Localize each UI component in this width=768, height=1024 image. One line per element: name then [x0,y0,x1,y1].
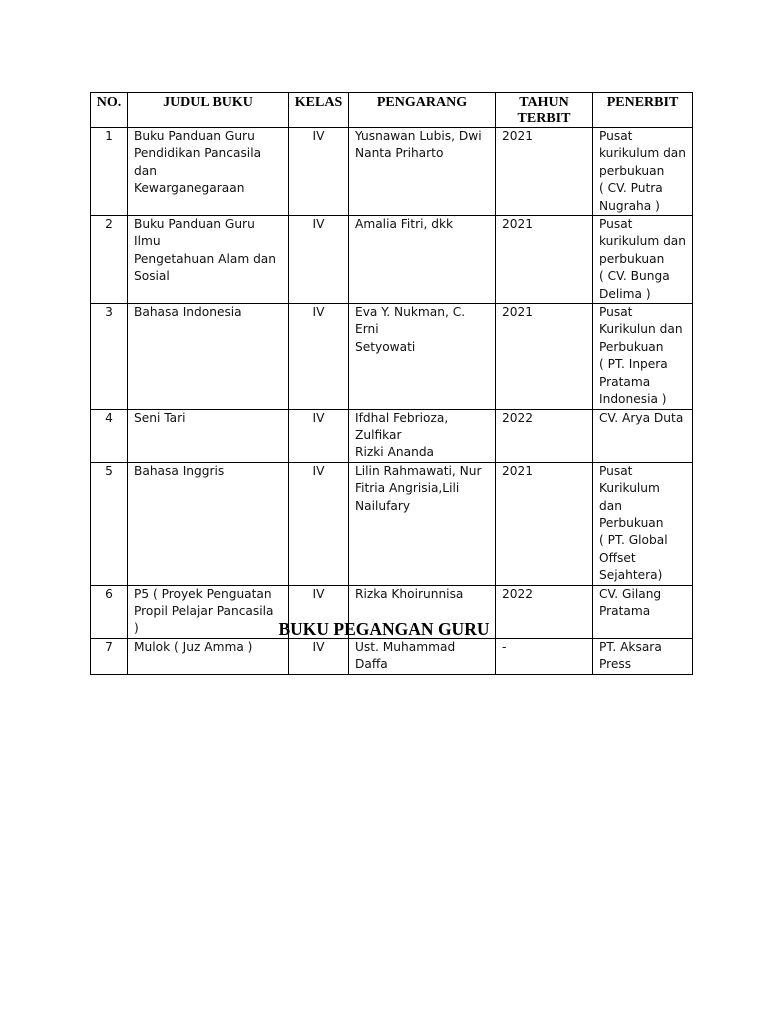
table-row [91,638,693,674]
cell-kelas: IV [289,462,349,585]
cell-judul-buku: P5 ( Proyek Penguatan Propil Pelajar Pancasila ) [128,585,289,638]
book-table [90,92,693,675]
table-row [91,128,693,216]
table-caption: BUKU PEGANGAN GURU [278,619,490,639]
cell-pengarang: Ust. Muhammad Daffa [349,638,496,674]
cell-kelas: IV [289,128,349,216]
cell-penerbit: CV. Gilang Pratama [593,585,693,638]
cell-pengarang: Yusnawan Lubis, Dwi Nanta Priharto [349,128,496,216]
cell-penerbit: Pusat kurikulum dan perbukuan ( CV. Bunga Delima ) [593,216,693,304]
cell-judul-buku: Buku Panduan Guru Pendidikan Pancasila dan Kewarganegaraan [128,128,289,216]
cell-no: 3 [91,304,128,409]
cell-pengarang: Rizka Khoirunnisa [349,585,496,638]
cell-kelas: IV [289,304,349,409]
cell-penerbit: Pusat Kurikulum dan Perbukuan ( PT. Global Offset Sejahtera) [593,462,693,585]
cell-judul-buku: Bahasa Inggris [128,462,289,585]
header-no: NO. [91,93,128,128]
cell-tahun-terbit: 2021 [496,216,593,304]
header-tahun-terbit: TAHUN TERBIT [496,93,593,128]
header-pengarang: PENGARANG [349,93,496,128]
header-penerbit: PENERBIT [593,93,693,128]
header-judul-buku: JUDUL BUKU [128,93,289,128]
cell-judul-buku: Bahasa Indonesia [128,304,289,409]
cell-no: 4 [91,409,128,462]
cell-pengarang: Amalia Fitri, dkk [349,216,496,304]
cell-penerbit: PT. Aksara Press [593,638,693,674]
cell-kelas: IV [289,409,349,462]
table-row [91,304,693,409]
cell-tahun-terbit: - [496,638,593,674]
header-kelas: KELAS [289,93,349,128]
table-row [91,216,693,304]
cell-pengarang: Ifdhal Febrioza, Zulfikar Rizki Ananda [349,409,496,462]
table-row [91,462,693,585]
cell-judul-buku: Buku Panduan Guru Ilmu Pengetahuan Alam dan Sosial [128,216,289,304]
cell-kelas: IV [289,638,349,674]
cell-penerbit: CV. Arya Duta [593,409,693,462]
cell-kelas: IV [289,585,349,638]
cell-pengarang: Lilin Rahmawati, Nur Fitria Angrisia,Lili Nailufary [349,462,496,585]
cell-tahun-terbit: 2021 [496,128,593,216]
cell-no: 7 [91,638,128,674]
cell-no: 5 [91,462,128,585]
cell-tahun-terbit: 2021 [496,304,593,409]
cell-tahun-terbit: 2021 [496,462,593,585]
cell-judul-buku: Mulok ( Juz Amma ) [128,638,289,674]
table-row [91,409,693,462]
table-header-row [91,93,693,128]
cell-tahun-terbit: 2022 [496,585,593,638]
cell-no: 1 [91,128,128,216]
cell-pengarang: Eva Y. Nukman, C. Erni Setyowati [349,304,496,409]
cell-penerbit: Pusat Kurikulun dan Perbukuan ( PT. Inpera Pratama Indonesia ) [593,304,693,409]
cell-penerbit: Pusat kurikulum dan perbukuan ( CV. Putra Nugraha ) [593,128,693,216]
cell-no: 2 [91,216,128,304]
cell-kelas: IV [289,216,349,304]
cell-tahun-terbit: 2022 [496,409,593,462]
cell-no: 6 [91,585,128,638]
cell-judul-buku: Seni Tari [128,409,289,462]
